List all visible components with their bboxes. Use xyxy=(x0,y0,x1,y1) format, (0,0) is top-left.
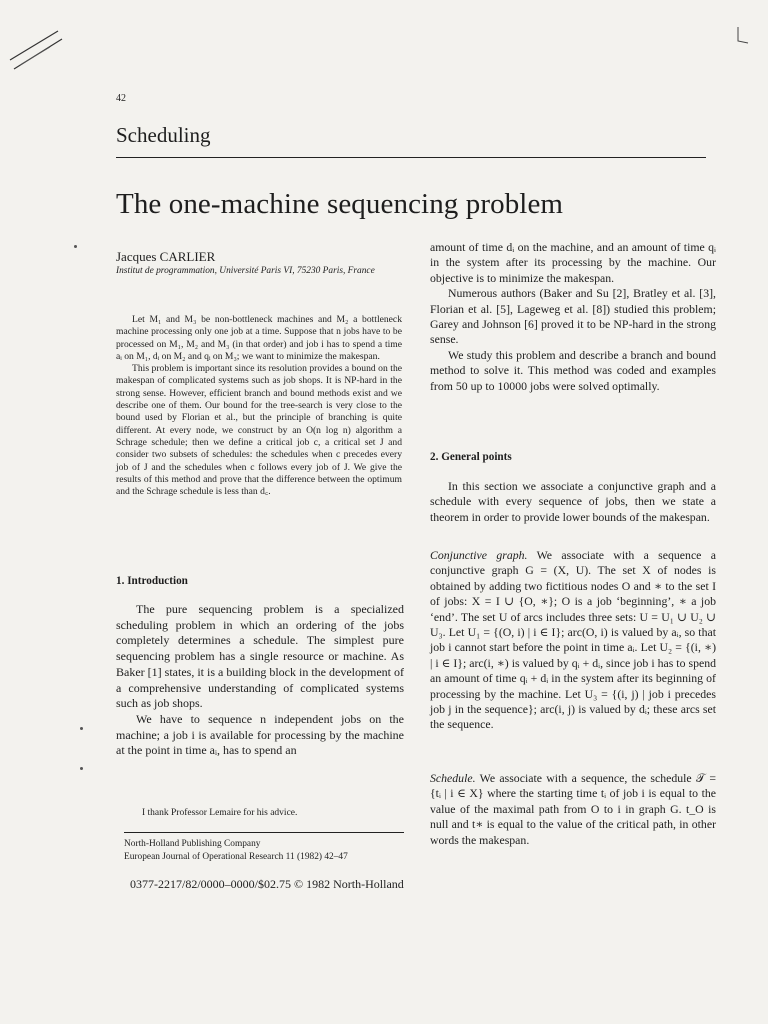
runin-heading: Conjunctive graph. xyxy=(430,548,528,562)
author-name: Jacques CARLIER xyxy=(116,249,216,264)
publisher-line: North-Holland Publishing Company xyxy=(124,839,261,849)
paper-title: The one-machine sequencing problem xyxy=(116,188,564,220)
journal-line: European Journal of Operational Research 11 (1982) 42–47 xyxy=(124,852,348,862)
intro-heading: 1. Introduction xyxy=(116,575,188,587)
pen-scribble-mark xyxy=(0,25,70,75)
conjunctive-graph-section xyxy=(430,548,716,733)
body-paragraph: We study this problem and describe a branch and bound method to solve it. This method was coded and examples from 50 up to 10000 jobs were solved optimally. xyxy=(430,347,716,393)
body-paragraph: Numerous authors (Baker and Su [2], Bratley et al. [3], Florian et al. [5], Lageweg et al. [8]) studied this problem; Garey and Johnson [6] proved it to be NP-hard in the strong sense. xyxy=(430,286,716,347)
header-rule xyxy=(116,157,706,158)
body-paragraph xyxy=(430,771,716,848)
right-column-top xyxy=(430,240,716,394)
copyright-line: 0377-2217/82/0000–0000/$02.75 © 1982 North-Holland xyxy=(130,877,404,891)
acknowledgement: I thank Professor Lemaire for his advice. xyxy=(142,808,298,818)
margin-dot xyxy=(80,767,83,770)
corner-scan-mark xyxy=(730,25,754,49)
intro-paragraph: We have to sequence n independent jobs on the machine; a job i is available for processing by the machine at the point in time aᵢ, has to spend an xyxy=(116,711,404,758)
runin-text: We associate with a sequence a conjunctive graph G = (X, U). The set X of nodes is obtained by adding two fictitious nodes O and ∗ to the set I of jobs: X = I ∪ {O, ∗}; O is a job ‘beginning’, ∗ a job ‘end’. The set U of arcs includes three sets: U = U₁ ∪ U₂ ∪ U₃. Let U₁ = {(O, i) | i ∈ I}; arc(O, i) is valued by aᵢ, so that job i cannot start before the point in time aᵢ. Let U₂ = {(i, ∗) | i ∈ I}; arc(i, ∗) is valued by qᵢ + dᵢ, since job i has to spend an amount of time qᵢ + dᵢ in the system after its beginning of processing by the machine. Let U₃ = {(i, j) | job i precedes job j in the sequence}; arc(i, j) is valued by dᵢ; these arcs set the sequence. xyxy=(430,548,716,732)
abstract-paragraph: This problem is important since its resolution provides a bound on the makespan of complicated systems such as job shops. It is NP-hard in the strong sense. However, efficient branch and bound methods exist and we describe one of them. Our bound for the tree-search is very close to the bound used by Florian et al., but the principle of branching is quite different. At every node, we construct by an O(n log n) algorithm a Schrage schedule; then we define a critical job c, a critical set J and consider two subsets of schedules: the schedules when c precedes every job of J and the schedules when c follows every job of J. We give the results of this method and prove that the difference between the optimum and the Schrage schedule is less than d꜀. xyxy=(116,363,402,498)
margin-dot xyxy=(74,245,77,248)
body-paragraph xyxy=(430,548,716,733)
intro-body xyxy=(116,602,404,759)
general-points-body xyxy=(430,479,716,525)
general-points-heading: 2. General points xyxy=(430,451,512,463)
publisher-info xyxy=(124,838,414,864)
intro-paragraph: The pure sequencing problem is a specialized scheduling problem in which an ordering of the jobs completely determines a schedule. The simplest pure sequencing problem has a single resource or machine. As Baker [1] states, it is a building block in the development of a comprehensive understanding of complicated systems such as job shops. xyxy=(116,602,404,711)
body-paragraph: amount of time dᵢ on the machine, and an amount of time qᵢ in the system after its processing by the machine. Our objective is to minimize the makespan. xyxy=(430,240,716,285)
runin-text: We associate with a sequence, the schedule 𝒯 = {tᵢ | i ∈ X} where the starting time tᵢ of job i is equal to the value of the maximal path from O to i in graph G. t_O is null and t∗ is equal to the value of the critical path, in other words the makespan. xyxy=(430,771,716,847)
abstract xyxy=(116,314,402,498)
page-number: 42 xyxy=(116,93,126,104)
section-header: Scheduling xyxy=(116,123,211,147)
schedule-section xyxy=(430,771,716,848)
footnote-rule xyxy=(124,832,404,833)
margin-dot xyxy=(80,727,83,730)
abstract-paragraph: Let M₁ and M₃ be non-bottleneck machines and M₂ a bottleneck machine processing only one job at a time. Suppose that n jobs have to be processed on M₁, M₂ and M₃ (in that order) and job i has to spend a time aᵢ on M₁, dᵢ on M₂ and qᵢ on M₃; we want to minimize the makespan. xyxy=(116,314,402,362)
author-affiliation: Institut de programmation, Université Paris VI, 75230 Paris, France xyxy=(116,266,375,276)
body-paragraph: In this section we associate a conjunctive graph and a schedule with every sequence of jobs, then we state a theorem in order to provide lower bounds of the makespan. xyxy=(430,479,716,524)
runin-heading: Schedule. xyxy=(430,771,476,785)
